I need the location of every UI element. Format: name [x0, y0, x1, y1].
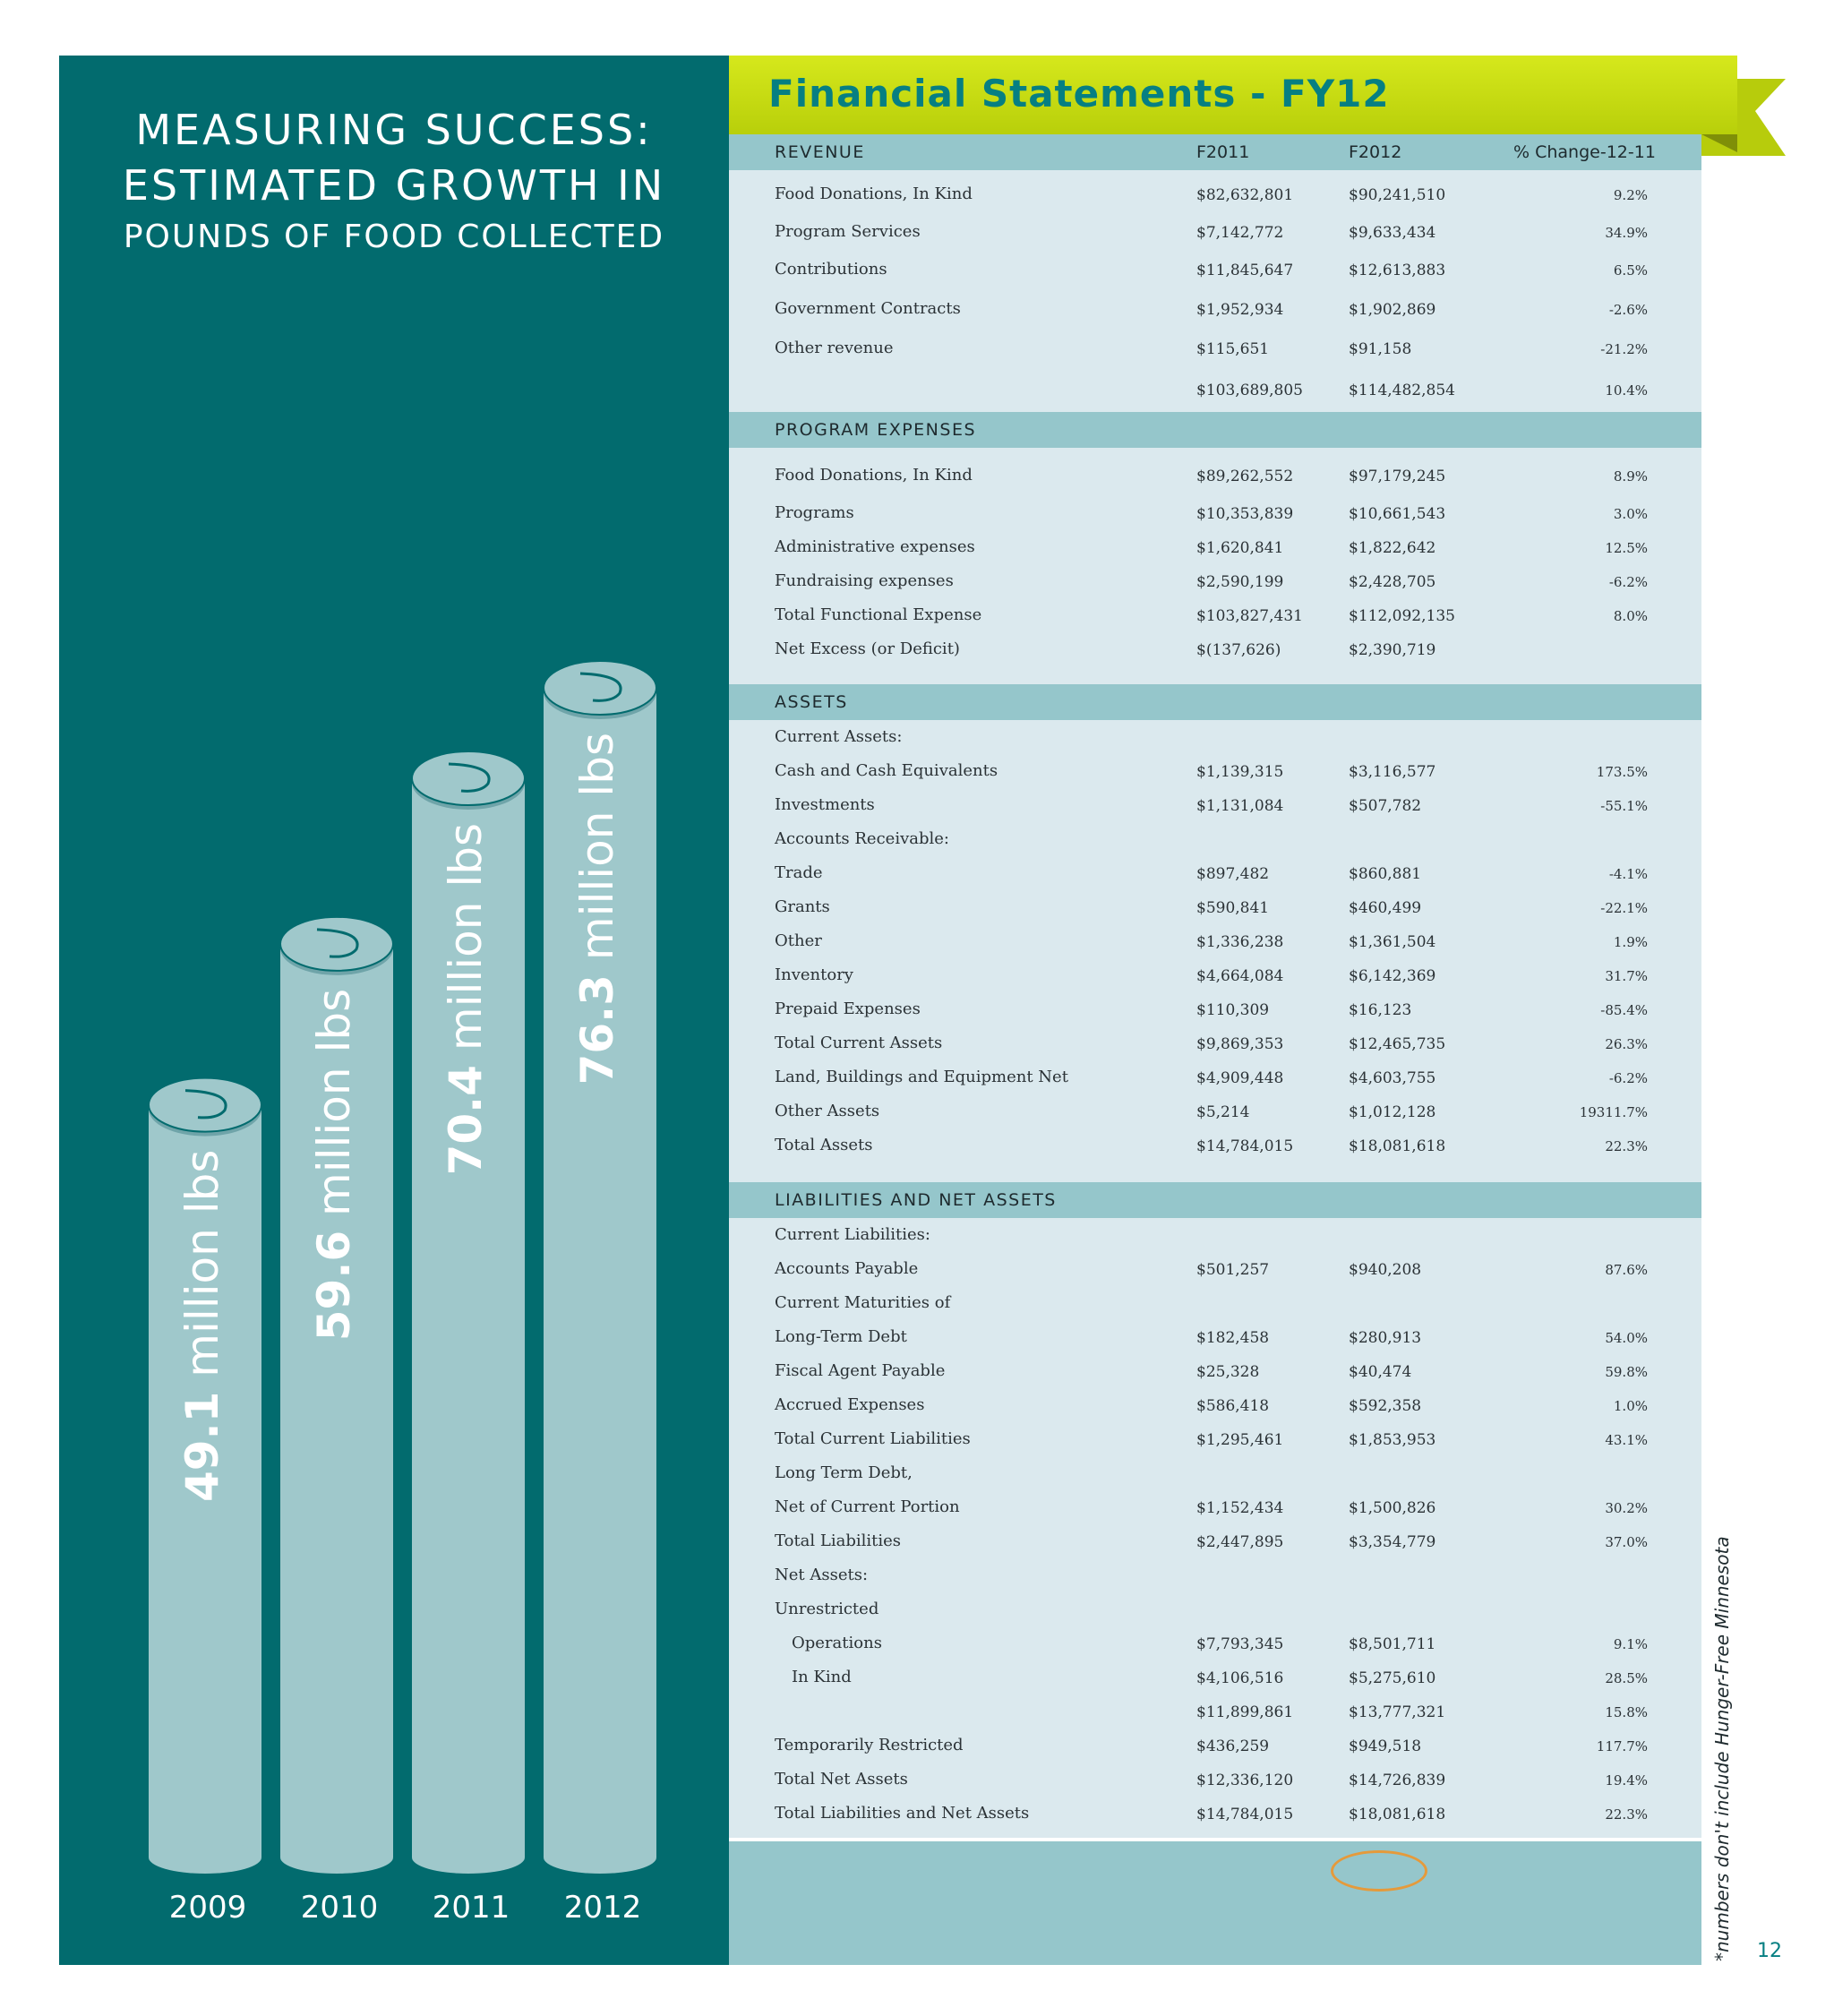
value-f2012: $12,613,883 — [1349, 262, 1446, 279]
value-change: 30.2% — [1605, 1500, 1648, 1516]
value-f2012: $90,241,510 — [1349, 186, 1446, 204]
value-change: -85.4% — [1600, 1002, 1648, 1018]
value-f2012: $14,726,839 — [1349, 1772, 1446, 1789]
cylinder-top — [280, 917, 393, 971]
value-f2012: $1,902,869 — [1349, 301, 1436, 319]
value-f2012: $1,361,504 — [1349, 933, 1436, 951]
value-f2011: $1,152,434 — [1196, 1499, 1284, 1517]
chart-subtitle: POUNDS OF FOOD COLLECTED — [123, 219, 665, 255]
value-change: 1.0% — [1613, 1398, 1648, 1414]
value-f2011: $1,952,934 — [1196, 301, 1284, 319]
column-header-f2011: F2011 — [1196, 142, 1250, 162]
year-label-2011: 2011 — [432, 1890, 510, 1926]
row-label: Accounts Receivable: — [775, 829, 949, 848]
value-f2011: $103,827,431 — [1196, 607, 1303, 625]
value-f2011: $12,336,120 — [1196, 1772, 1294, 1789]
value-f2012: $592,358 — [1349, 1397, 1422, 1415]
value-f2011: $11,899,861 — [1196, 1703, 1294, 1721]
value-change: 12.5% — [1605, 540, 1648, 556]
year-label-2010: 2010 — [300, 1890, 379, 1926]
value-change: 10.4% — [1605, 382, 1648, 399]
value-change: -55.1% — [1600, 798, 1648, 814]
value-f2011: $82,632,801 — [1196, 186, 1294, 204]
value-f2012: $460,499 — [1349, 899, 1422, 917]
row-label: Contributions — [775, 260, 887, 279]
row-label: Long-Term Debt — [775, 1327, 907, 1346]
value-f2012: $6,142,369 — [1349, 967, 1436, 985]
section-title-liabilities: LIABILITIES AND NET ASSETS — [775, 1190, 1057, 1210]
column-header-f2012: F2012 — [1349, 142, 1402, 162]
value-f2011: $115,651 — [1196, 340, 1270, 358]
value-f2011: $11,845,647 — [1196, 262, 1294, 279]
value-f2012: $3,116,577 — [1349, 763, 1436, 781]
row-label: Current Liabilities: — [775, 1225, 930, 1244]
cylinder-base — [280, 1841, 393, 1874]
value-f2012: $860,881 — [1349, 865, 1422, 883]
row-label: Land, Buildings and Equipment Net — [775, 1068, 1068, 1086]
row-label: Net Assets: — [775, 1566, 869, 1584]
value-change: 8.9% — [1613, 468, 1648, 485]
cylinder-2010 — [280, 917, 393, 1874]
cylinder-2009 — [149, 1078, 261, 1874]
row-label: Food Donations, In Kind — [775, 466, 973, 485]
value-change: 31.7% — [1605, 968, 1648, 984]
data-label-2010: 59.6 million lbs — [308, 988, 360, 1342]
value-f2011: $586,418 — [1196, 1397, 1270, 1415]
value-change: 3.0% — [1613, 506, 1648, 522]
row-label: Long Term Debt, — [775, 1463, 913, 1482]
value-f2012: $949,518 — [1349, 1737, 1422, 1755]
highlight-ring — [1331, 1850, 1427, 1892]
value-f2011: $9,869,353 — [1196, 1035, 1284, 1053]
cylinder-2011 — [412, 751, 525, 1874]
row-label: Total Liabilities — [775, 1531, 902, 1550]
row-label: Net Excess (or Deficit) — [775, 639, 960, 658]
value-f2011: $(137,626) — [1196, 641, 1281, 659]
row-label: Food Donations, In Kind — [775, 184, 973, 203]
row-label: Temporarily Restricted — [775, 1736, 964, 1754]
row-label: Fiscal Agent Payable — [775, 1361, 946, 1380]
section-title-revenue: REVENUE — [775, 142, 865, 162]
value-f2012: $12,465,735 — [1349, 1035, 1446, 1053]
cylinder-top — [149, 1078, 261, 1132]
row-label: Operations — [792, 1634, 882, 1652]
value-f2012: $280,913 — [1349, 1329, 1422, 1347]
value-change: 9.2% — [1613, 187, 1648, 203]
value-change: 22.3% — [1605, 1806, 1648, 1823]
row-label: Total Net Assets — [775, 1770, 908, 1789]
value-f2012: $2,428,705 — [1349, 573, 1436, 591]
value-change: 37.0% — [1605, 1534, 1648, 1550]
value-f2012: $91,158 — [1349, 340, 1412, 358]
value-f2012: $97,179,245 — [1349, 468, 1446, 485]
row-label: Total Assets — [775, 1136, 873, 1154]
value-f2011: $4,664,084 — [1196, 967, 1284, 985]
value-change: -21.2% — [1600, 341, 1648, 357]
value-f2012: $1,822,642 — [1349, 539, 1436, 557]
row-label: In Kind — [792, 1668, 852, 1686]
year-label-2009: 2009 — [168, 1890, 247, 1926]
growth-chart — [59, 56, 729, 1965]
value-change: 173.5% — [1596, 764, 1648, 780]
value-f2011: $10,353,839 — [1196, 505, 1294, 523]
value-f2011: $1,336,238 — [1196, 933, 1284, 951]
value-f2012: $1,012,128 — [1349, 1103, 1436, 1121]
row-label: Cash and Cash Equivalents — [775, 761, 998, 780]
value-f2011: $590,841 — [1196, 899, 1270, 917]
value-change: 26.3% — [1605, 1036, 1648, 1052]
value-f2012: $18,081,618 — [1349, 1806, 1446, 1823]
value-f2011: $25,328 — [1196, 1363, 1260, 1381]
value-change: -6.2% — [1608, 574, 1648, 590]
value-change: 19.4% — [1605, 1772, 1648, 1789]
value-f2012: $3,354,779 — [1349, 1533, 1436, 1551]
value-f2012: $8,501,711 — [1349, 1635, 1436, 1653]
value-f2011: $14,784,015 — [1196, 1806, 1294, 1823]
page-number: 12 — [1757, 1940, 1782, 1962]
row-label: Fundraising expenses — [775, 571, 954, 590]
row-label: Inventory — [775, 965, 853, 984]
value-f2011: $1,620,841 — [1196, 539, 1284, 557]
value-change: 6.5% — [1613, 262, 1648, 279]
value-change: 87.6% — [1605, 1262, 1648, 1278]
value-f2012: $1,853,953 — [1349, 1431, 1436, 1449]
value-f2011: $4,909,448 — [1196, 1069, 1284, 1087]
cylinder-base — [149, 1841, 261, 1874]
chart-title-line1: MEASURING SUCCESS: — [135, 106, 653, 154]
value-f2011: $1,295,461 — [1196, 1431, 1284, 1449]
data-label-2009: 49.1 million lbs — [176, 1149, 228, 1502]
row-label: Other Assets — [775, 1102, 880, 1120]
value-f2011: $5,214 — [1196, 1103, 1250, 1121]
value-f2012: $112,092,135 — [1349, 607, 1455, 625]
value-f2011: $14,784,015 — [1196, 1137, 1294, 1155]
value-f2012: $5,275,610 — [1349, 1669, 1436, 1687]
value-change: 28.5% — [1605, 1670, 1648, 1686]
value-f2012: $40,474 — [1349, 1363, 1412, 1381]
value-change: -6.2% — [1608, 1070, 1648, 1086]
row-label: Current Maturities of — [775, 1293, 951, 1312]
value-f2012: $507,782 — [1349, 797, 1422, 815]
value-f2011: $182,458 — [1196, 1329, 1270, 1347]
value-change: 19311.7% — [1579, 1104, 1648, 1120]
value-change: 54.0% — [1605, 1330, 1648, 1346]
cylinder-top — [544, 661, 656, 715]
value-f2011: $2,590,199 — [1196, 573, 1284, 591]
value-f2012: $2,390,719 — [1349, 641, 1436, 659]
value-change: 1.9% — [1613, 934, 1648, 950]
row-label: Administrative expenses — [775, 537, 975, 556]
footnote: *numbers don't include Hunger-Free Minnesota — [1711, 1536, 1733, 1961]
row-label: Accrued Expenses — [775, 1395, 925, 1414]
row-label: Other — [775, 931, 822, 950]
growth-panel — [59, 56, 729, 1965]
value-change: -22.1% — [1600, 900, 1648, 916]
data-label-2011: 70.4 million lbs — [440, 822, 492, 1176]
value-f2011: $501,257 — [1196, 1261, 1270, 1279]
row-label: Total Functional Expense — [775, 605, 982, 624]
value-f2012: $1,500,826 — [1349, 1499, 1436, 1517]
row-label: Unrestricted — [775, 1600, 879, 1618]
section-header-assets — [729, 684, 1701, 720]
row-label: Prepaid Expenses — [775, 999, 921, 1018]
value-f2012: $16,123 — [1349, 1001, 1412, 1019]
cylinder-base — [544, 1841, 656, 1874]
value-f2012: $4,603,755 — [1349, 1069, 1436, 1087]
row-label: Accounts Payable — [775, 1259, 919, 1278]
row-label: Grants — [775, 897, 830, 916]
value-change: 9.1% — [1613, 1636, 1648, 1652]
value-f2012: $13,777,321 — [1349, 1703, 1446, 1721]
value-change: -2.6% — [1608, 302, 1648, 318]
cylinder-top — [412, 751, 525, 805]
row-label: Programs — [775, 503, 854, 522]
value-f2011: $110,309 — [1196, 1001, 1270, 1019]
row-label: Net of Current Portion — [775, 1497, 960, 1516]
value-f2011: $2,447,895 — [1196, 1533, 1284, 1551]
section-title-assets: ASSETS — [775, 692, 848, 712]
value-change: 43.1% — [1605, 1432, 1648, 1448]
year-label-2012: 2012 — [563, 1890, 642, 1926]
value-f2011: $89,262,552 — [1196, 468, 1294, 485]
value-f2011: $7,142,772 — [1196, 224, 1284, 242]
chart-title-line2: ESTIMATED GROWTH IN — [122, 161, 666, 210]
cylinder-base — [412, 1841, 525, 1874]
value-change: 59.8% — [1605, 1364, 1648, 1380]
value-change: 22.3% — [1605, 1138, 1648, 1154]
value-change: 8.0% — [1613, 608, 1648, 624]
row-label: Government Contracts — [775, 299, 961, 318]
statements-title: Financial Statements - FY12 — [768, 72, 1390, 116]
value-f2011: $1,131,084 — [1196, 797, 1284, 815]
value-f2011: $436,259 — [1196, 1737, 1270, 1755]
value-change: 34.9% — [1605, 225, 1648, 241]
row-label: Program Services — [775, 222, 921, 241]
value-f2011: $7,793,345 — [1196, 1635, 1284, 1653]
expense-summary — [729, 1841, 1701, 1965]
value-change: 15.8% — [1605, 1704, 1648, 1720]
value-f2012: $940,208 — [1349, 1261, 1422, 1279]
row-label: Other revenue — [775, 339, 894, 357]
row-label: Total Current Liabilities — [775, 1429, 971, 1448]
data-label-2012: 76.3 million lbs — [571, 733, 623, 1085]
value-f2011: $897,482 — [1196, 865, 1270, 883]
column-header-change: % Change-12-11 — [1513, 142, 1656, 162]
value-f2011: $4,106,516 — [1196, 1669, 1284, 1687]
row-label: Trade — [775, 863, 823, 882]
value-f2012: $114,482,854 — [1349, 382, 1455, 399]
row-label: Total Liabilities and Net Assets — [775, 1804, 1030, 1823]
cylinder-2012 — [544, 661, 656, 1874]
value-change: -4.1% — [1608, 866, 1648, 882]
section-title-expenses: PROGRAM EXPENSES — [775, 420, 977, 440]
value-f2012: $10,661,543 — [1349, 505, 1446, 523]
value-f2011: $103,689,805 — [1196, 382, 1303, 399]
value-f2012: $9,633,434 — [1349, 224, 1436, 242]
value-f2012: $18,081,618 — [1349, 1137, 1446, 1155]
value-change: 117.7% — [1596, 1738, 1648, 1754]
row-label: Current Assets: — [775, 727, 903, 746]
value-f2011: $1,139,315 — [1196, 763, 1284, 781]
row-label: Investments — [775, 795, 875, 814]
row-label: Total Current Assets — [775, 1034, 943, 1052]
